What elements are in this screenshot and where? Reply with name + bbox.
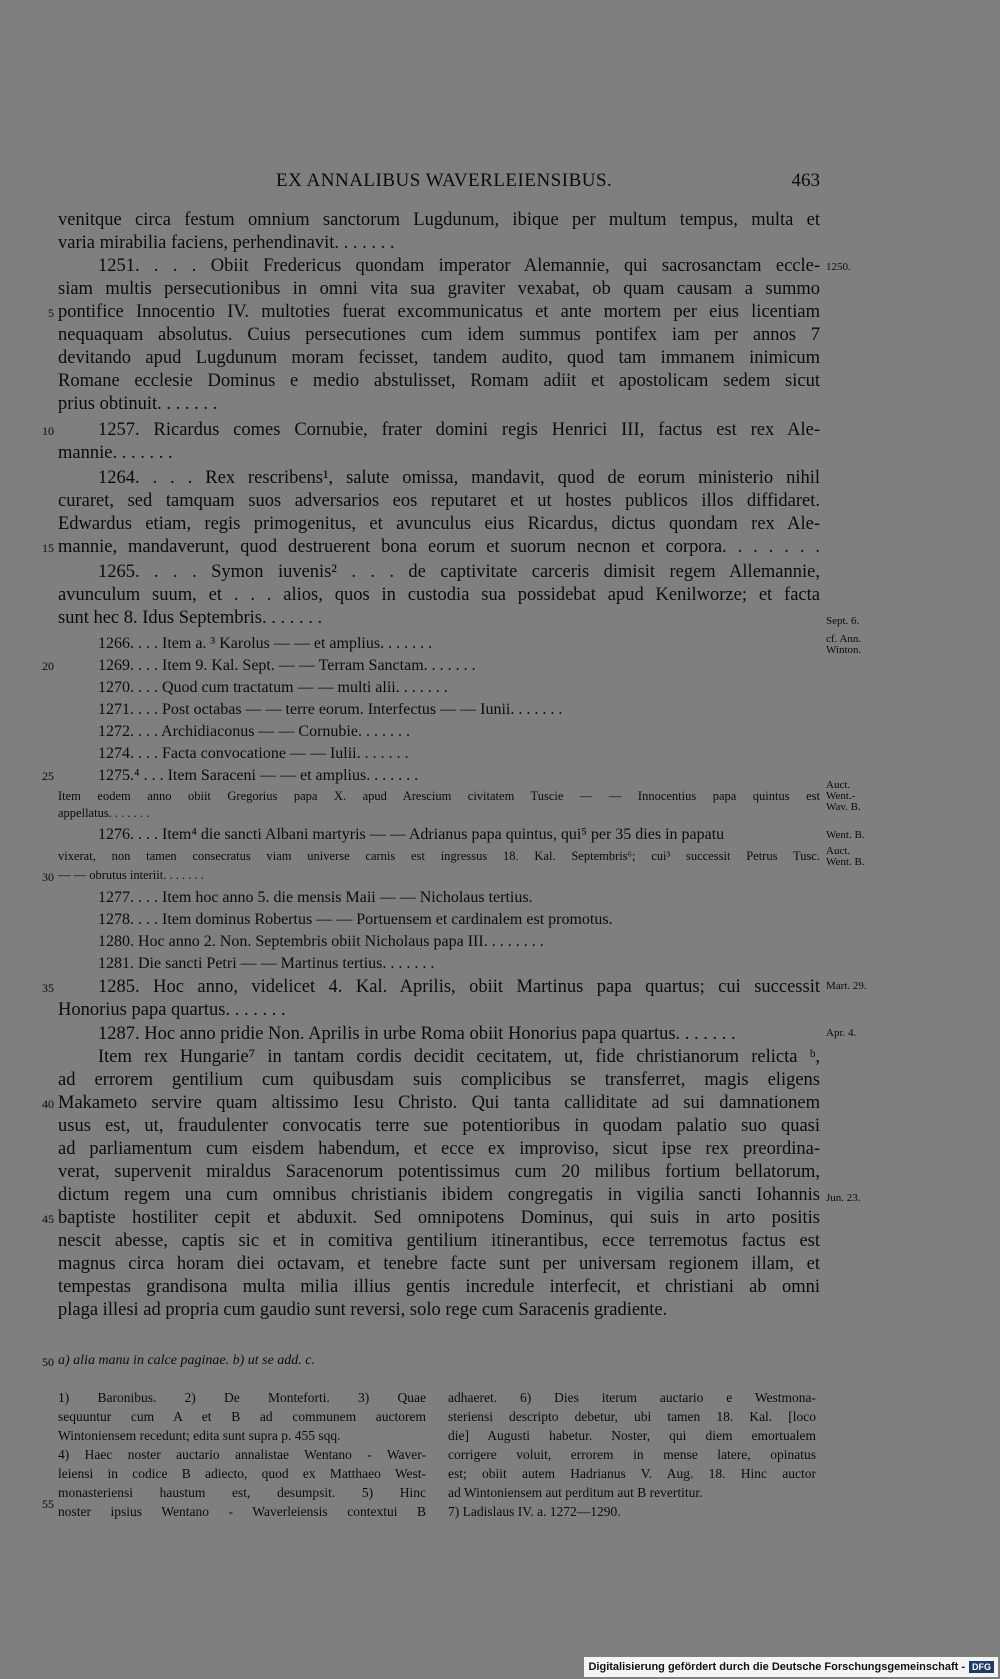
header-title: EX ANNALIBUS WAVERLEIENSIBUS.: [276, 170, 613, 191]
margin-note: Apr. 4.: [826, 1027, 857, 1039]
text-line: sunt hec 8. Idus Septembris. . . . . . .: [58, 608, 323, 628]
text-line: vixerat, non tamen consecratus viam universe carnis est ingressus 18. Kal. Septembris⁶; cui³ successit Petrus Tusc.: [58, 849, 820, 863]
text-line: 1280. Hoc anno 2. Non. Septembris obiit Nicholaus papa III. . . . . . . .: [98, 933, 544, 950]
margin-note: Went. B.: [826, 829, 865, 841]
footnote-line: sequuntur cum A et B ad communem auctorem: [58, 1409, 426, 1424]
text-line: 1264. . . . Rex rescribens¹, salute omissa, mandavit, quod de eorum ministerio nihil: [98, 468, 820, 488]
text-line: ad errorem gentilium cum quibusdam suis complicibus se transferret, magis eligens: [58, 1070, 820, 1090]
line-number: 50: [42, 1355, 54, 1369]
text-line: avunculum suum, et . . . alios, quos in custodia sua possidebat apud Kenilworze; et facta: [58, 585, 820, 605]
footnote-line: monasteriensi haustum est, desumpsit. 5) Hinc: [58, 1485, 426, 1500]
digitization-credit: [584, 1657, 998, 1677]
text-line: Honorius papa quartus. . . . . . .: [58, 1000, 286, 1020]
text-line: 1277. . . . Item hoc anno 5. die mensis Maii — — Nicholaus tertius.: [98, 889, 533, 906]
text-line: 1257. Ricardus comes Cornubie, frater domini regis Henrici III, factus est rex Ale-: [98, 420, 820, 440]
footnote-line: 1) Baronibus. 2) De Monteforti. 3) Quae: [58, 1390, 426, 1405]
text-line: Edwardus etiam, regis primogenitus, et avunculus eius Ricardus, dictus quondam rex Ale-: [58, 514, 820, 534]
line-number: 45: [42, 1212, 54, 1226]
line-number: 25: [42, 769, 54, 783]
text-line: 1274. . . . Facta convocatione — — Iulii. . . . . . .: [98, 745, 409, 762]
running-header: [58, 170, 820, 196]
text-line: 1281. Die sancti Petri — — Martinus tertius. . . . . . .: [98, 955, 435, 972]
text-line: 1285. Hoc anno, videlicet 4. Kal. Aprilis, obiit Martinus papa quartus; cui successit: [98, 977, 820, 997]
text-line: Makameto servire quam altissimo Iesu Christo. Qui tanta calliditate ad sui damnationem: [58, 1093, 820, 1113]
text-line: usus est, ut, fraudulenter convocatis terre sue potentioribus in quodam palatio suo quasi: [58, 1116, 820, 1136]
text-line: 1287. Hoc anno pridie Non. Aprilis in urbe Roma obiit Honorius papa quartus. . . . . . .: [98, 1024, 736, 1044]
text-line: baptiste hostiliter cepit et abduxit. Sed omnipotens Dominus, qui suis in arto positis: [58, 1208, 820, 1228]
text-line: 1271. . . . Post octabas — — terre eorum. Interfectus — — Iunii. . . . . . .: [98, 701, 563, 718]
line-number: 10: [42, 424, 54, 438]
text-line: prius obtinuit. . . . . . .: [58, 394, 218, 414]
footnote-line: leiensi in codice B adiecto, quod ex Matthaeo West-: [58, 1466, 426, 1481]
text-line: 1266. . . . Item a. ³ Karolus — — et amplius. . . . . . .: [98, 635, 433, 652]
line-number: 55: [42, 1497, 54, 1511]
margin-note: Mart. 29.: [826, 980, 867, 992]
text-line: venitque circa festum omnium sanctorum Lugdunum, ibique per multum tempus, multa et: [58, 210, 820, 230]
text-line: curaret, sed tamquam suos adversarios eos reputaret et ut hostes publicos illos diffidaret.: [58, 491, 820, 511]
text-line: devitando apud Lugdunum moram fecisset, tandem audito, quod tam immanem inimicum: [58, 348, 820, 368]
margin-note: Auct. Went.- Wav. B.: [826, 779, 861, 813]
footnote-line: Wintoniensem recedunt; edita sunt supra p. 455 sqq.: [58, 1428, 341, 1443]
footnote-line: die] Augusti habetur. Noster, qui diem emortualem: [448, 1428, 816, 1443]
footnote-line: adhaeret. 6) Dies iterum auctario e Westmona-: [448, 1390, 816, 1405]
text-line: plaga illesi ad propria cum gaudio sunt reversi, solo rege cum Saracenis gradiente.: [58, 1300, 668, 1320]
text-line: nequaquam absolutus. Cuius persecutiones cum idem summus pontifex iam per annos 7: [58, 325, 820, 345]
line-number: 40: [42, 1097, 54, 1111]
text-line: 1278. . . . Item dominus Robertus — — Portuensem et cardinalem est promotus.: [98, 911, 613, 928]
margin-note: 1250.: [826, 261, 851, 273]
line-number: 35: [42, 981, 54, 995]
text-line: mannie. . . . . . .: [58, 443, 173, 463]
footnote-line: noster ipsius Wentano - Waverleiensis contextui B: [58, 1504, 426, 1519]
text-line: verat, supervenit miraldus Saracenorum potentissimus cum 20 milibus fortium bellatorum,: [58, 1162, 820, 1182]
text-line: 1269. . . . Item 9. Kal. Sept. — — Terram Sanctam. . . . . . .: [98, 657, 476, 674]
text-line: mannie, mandaverunt, quod destruerent bona eorum et suorum necnon et corpora. . . . . . .: [58, 537, 820, 557]
text-line: tempestas grandisona multa milia illius gentis incredule interfecit, et christiani ab omni: [58, 1277, 820, 1297]
line-number: 5: [48, 306, 54, 320]
footnote-line: est; obiit autem Hadrianus V. Aug. 18. Hinc auctor: [448, 1466, 816, 1481]
footnote-line: corrigere voluit, errorem in mense latere, opinatus: [448, 1447, 816, 1462]
credit-text: Digitalisierung gefördert durch die Deutsche Forschungsgemeinschaft -: [588, 1661, 965, 1673]
line-number: 15: [42, 541, 54, 555]
footnote-line: 7) Ladislaus IV. a. 1272—1290.: [448, 1504, 621, 1519]
text-line: 1276. . . . Item⁴ die sancti Albani martyris — — Adrianus papa quintus, qui⁵ per 35 dies in papatu: [98, 826, 725, 843]
line-number: 20: [42, 659, 54, 673]
text-line: 1270. . . . Quod cum tractatum — — multi alii. . . . . . .: [98, 679, 448, 696]
variant-note: a) alia manu in calce paginae. b) ut se add. c.: [58, 1353, 316, 1368]
text-line: nescit abesse, captis sic et in comitiva gentilium itinerantibus, ecce terremotus factus est: [58, 1231, 820, 1251]
margin-note: Sept. 6.: [826, 615, 860, 627]
text-line: Romane ecclesie Dominus e medio abstulisset, Romam adiit et apostolicam sedem sicut: [58, 371, 820, 391]
line-number: 30: [42, 870, 54, 884]
text-line: dictum regem una cum omnibus christianis ibidem congregatis in vigilia sancti Iohannis: [58, 1185, 820, 1205]
margin-note: cf. Ann. Winton.: [826, 633, 862, 656]
margin-note: Jun. 23.: [826, 1192, 861, 1204]
text-line: magnus circa horam diei octavam, et tenebre facte sunt per universam regionem illam, et: [58, 1254, 820, 1274]
footnote-line: 4) Haec noster auctario annalistae Wentano - Waver-: [58, 1447, 426, 1462]
text-line: Item rex Hungarie⁷ in tantam cordis decidit cecitatem, ut, fide christianorum relicta ᵇ,: [98, 1047, 820, 1067]
text-line: 1251. . . . Obiit Fredericus quondam imperator Alemannie, qui sacrosanctam eccle-: [98, 256, 820, 276]
footnote-line: ad Wintoniensem aut perditum aut B revertitur.: [448, 1485, 703, 1500]
footnote-line: steriensi descripto debetur, ubi tamen 18. Kal. [loco: [448, 1409, 816, 1424]
text-line: 1275.⁴ . . . Item Saraceni — — et amplius. . . . . . .: [98, 767, 419, 784]
text-line: appellatus. . . . . . .: [58, 806, 150, 820]
page-number: 463: [791, 170, 820, 191]
text-line: 1265. . . . Symon iuvenis² . . . de captivitate carceris dimisit regem Allemannie,: [98, 562, 820, 582]
dfg-logo-icon: DFG: [969, 1661, 994, 1673]
text-line: — — obrutus interiit. . . . . . .: [58, 868, 204, 882]
text-line: pontifice Innocentio IV. multoties fuerat excommunicatus et ante mortem per eius licentiam: [58, 302, 820, 322]
text-line: 1272. . . . Archidiaconus — — Cornubie. . . . . . .: [98, 723, 410, 740]
text-line: varia mirabilia faciens, perhendinavit. . . . . . .: [58, 233, 395, 253]
text-line: siam multis persecutionibus in omni vita sua graviter vexabat, ob quam causam a summo: [58, 279, 820, 299]
text-line: ad parliamentum cum eisdem habendum, et ecce ex improviso, sicut ipse rex preordina-: [58, 1139, 820, 1159]
text-line: Item eodem anno obiit Gregorius papa X. apud Arescium civitatem Tuscie — — Innocentius papa quintus est: [58, 789, 820, 803]
margin-note: Auct. Went. B.: [826, 845, 865, 868]
